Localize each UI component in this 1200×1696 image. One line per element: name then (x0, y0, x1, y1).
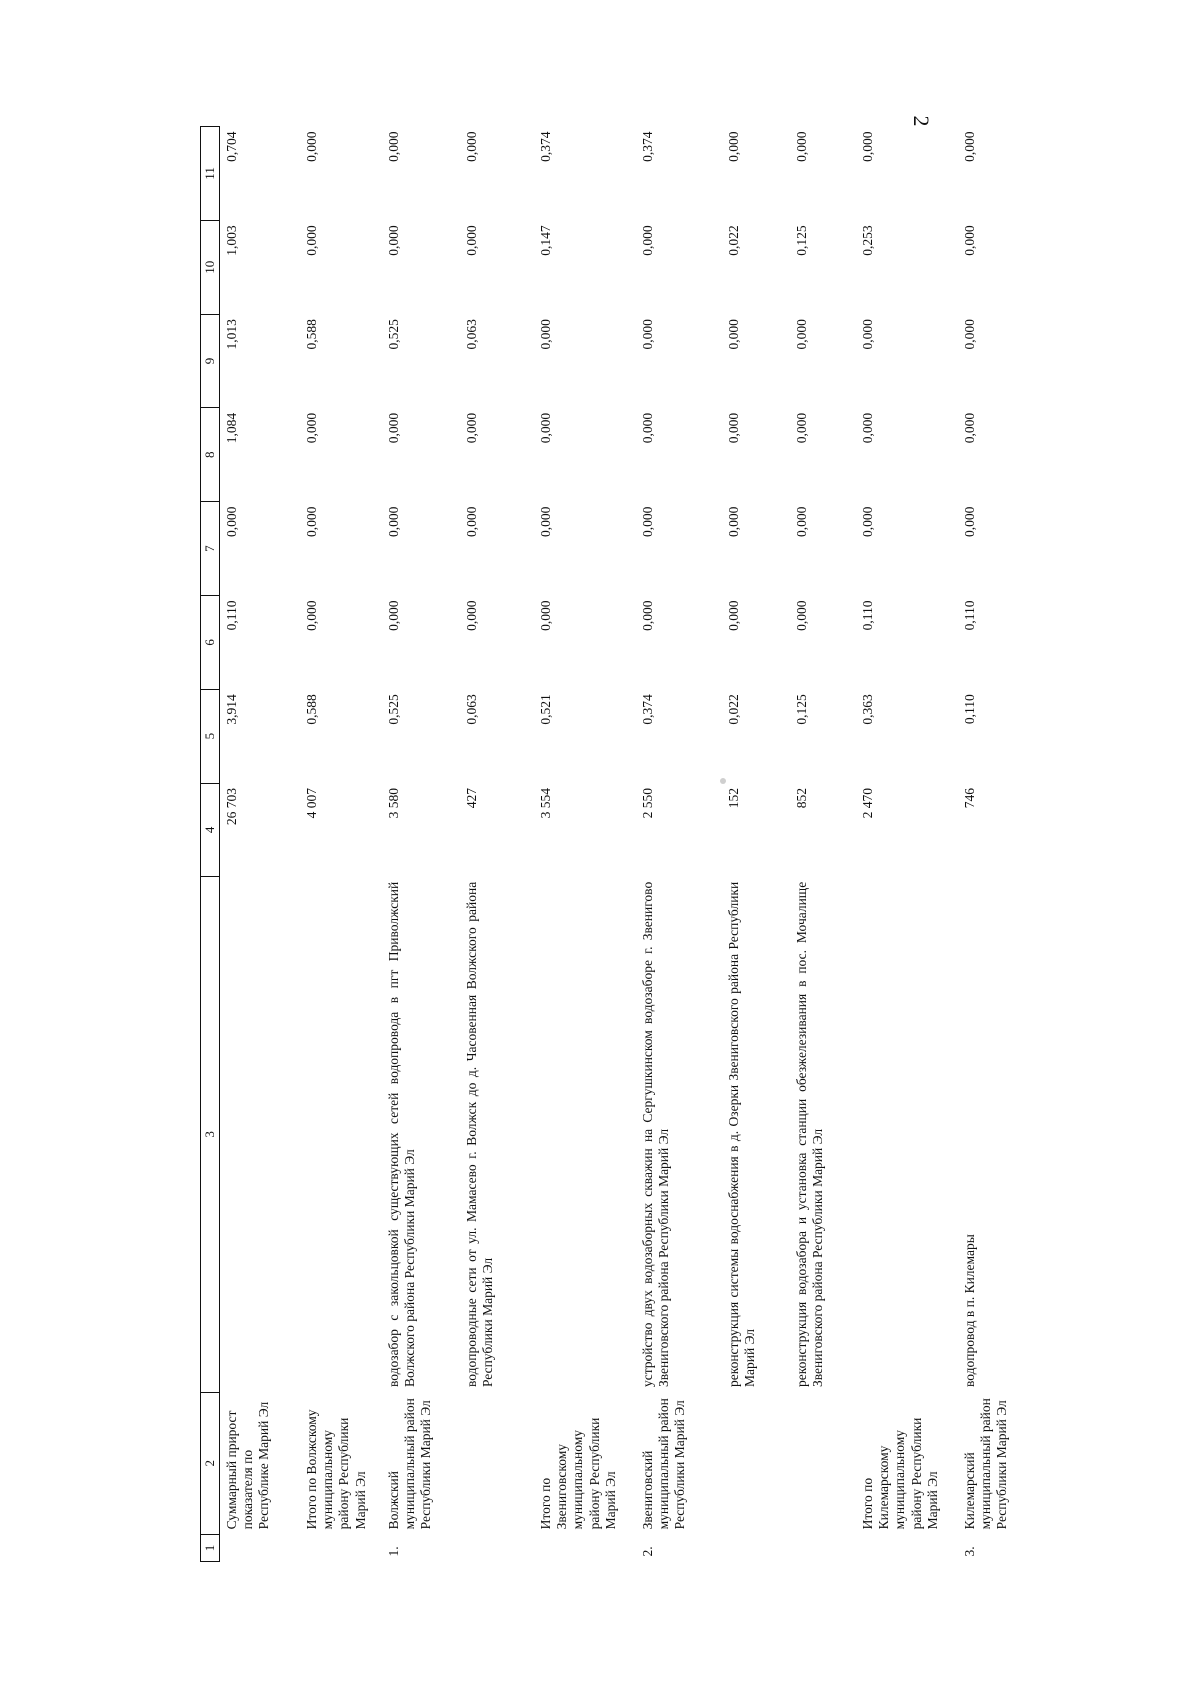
value-cell: 0,525 (386, 319, 401, 350)
value-cell: 746 (962, 788, 977, 809)
territory-cell: Итого по Звениговскому муниципальному району Республики Марий Эл (538, 1417, 618, 1530)
value-cell: 0,525 (386, 694, 401, 725)
table-row (300, 127, 382, 1562)
value-cell: 0,374 (538, 131, 553, 162)
table-row (790, 127, 856, 1562)
value-cell: 26 703 (224, 788, 239, 826)
value-cell: 0,000 (386, 225, 401, 256)
value-cell: 0,063 (464, 319, 479, 350)
value-cell: 0,000 (304, 225, 319, 256)
value-cell: 1,084 (224, 412, 239, 444)
territory-cell: Итого по Килемарскому муниципальному району Республики Марий Эл (860, 1417, 940, 1530)
header-cell: 11 (201, 127, 220, 221)
value-cell: 0,000 (794, 319, 809, 350)
value-cell: 0,000 (304, 131, 319, 162)
value-cell: 1,013 (224, 319, 239, 350)
value-cell: 0,000 (304, 506, 319, 538)
value-cell: 0,000 (464, 412, 479, 444)
value-cell: 0,000 (538, 600, 553, 631)
rotated-table-frame (200, 126, 1010, 1562)
row-number-cell (856, 1534, 958, 1561)
value-cell: 152 (726, 788, 741, 809)
value-cell: 0,000 (794, 412, 809, 444)
territory-cell (790, 1392, 856, 1534)
table-row (460, 127, 534, 1562)
value-cell: 0,000 (538, 506, 553, 538)
value-cell: 0,000 (640, 319, 655, 350)
header-row (201, 127, 220, 1562)
value-cell: 0,000 (224, 506, 239, 538)
value-cell: 0,000 (962, 412, 977, 444)
value-cell: 0,374 (640, 694, 655, 725)
value-cell: 0,000 (794, 506, 809, 538)
table-row (958, 127, 1042, 1562)
value-cell: 0,000 (860, 131, 875, 162)
value-cell: 3 554 (538, 788, 553, 819)
value-cell: 0,000 (464, 506, 479, 538)
row-number-cell: 1. (386, 1546, 401, 1557)
value-cell: 0,000 (640, 412, 655, 444)
header-cell: 5 (201, 689, 220, 783)
table-row (722, 127, 790, 1562)
territory-cell (460, 1392, 534, 1534)
page-number: 2 (909, 115, 934, 127)
value-cell: 0,110 (224, 600, 239, 631)
row-number-cell (534, 1534, 636, 1561)
value-cell: 0,000 (726, 412, 741, 444)
territory-cell (722, 1392, 790, 1534)
header-cell: 3 (201, 877, 220, 1392)
indicator-table (200, 126, 1042, 1562)
table-row (220, 127, 301, 1562)
value-cell: 0,000 (386, 600, 401, 631)
territory-cell: Килемарский муниципальный район Республики Марий Эл (962, 1398, 1010, 1530)
value-cell: 0,000 (464, 131, 479, 162)
value-cell: 852 (794, 788, 809, 809)
value-cell: 0,000 (726, 600, 741, 631)
value-cell: 2 470 (860, 788, 875, 819)
header-cell: 10 (201, 220, 220, 314)
header-cell: 4 (201, 783, 220, 877)
value-cell: 0,000 (640, 506, 655, 538)
description-cell (220, 877, 301, 1392)
header-cell: 9 (201, 314, 220, 408)
row-number-cell (722, 1534, 790, 1561)
value-cell: 0,000 (794, 131, 809, 162)
value-cell: 0,588 (304, 319, 319, 350)
value-cell: 3,914 (224, 694, 239, 725)
value-cell: 0,253 (860, 225, 875, 256)
description-cell: реконструкция водозабора и установка станции обезжелезивания в пос. Мочалище Звениговского района Республики Марий Эл (794, 881, 826, 1388)
description-cell: реконструкция системы водоснабжения в д. Озерки Звениговского района Республики Марий Эл (726, 881, 758, 1388)
value-cell: 0,000 (538, 412, 553, 444)
value-cell: 0,374 (640, 131, 655, 162)
value-cell: 0,000 (860, 506, 875, 538)
value-cell: 0,022 (726, 225, 741, 256)
description-cell: водозабор с закольцовкой существующих сетей водопровода в пгт Приволжский Волжского района Республики Марий Эл (386, 881, 418, 1388)
value-cell: 0,000 (304, 600, 319, 631)
description-cell: водопроводные сети от ул. Мамасево г. Волжск до д. Часовенная Волжского района Республики Марий Эл (464, 881, 496, 1388)
value-cell: 0,000 (962, 225, 977, 256)
value-cell: 0,000 (962, 319, 977, 350)
value-cell: 0,022 (726, 694, 741, 725)
value-cell: 0,110 (860, 600, 875, 631)
value-cell: 0,000 (386, 412, 401, 444)
table-row (534, 127, 636, 1562)
value-cell: 0,147 (538, 225, 553, 256)
header-cell: 6 (201, 595, 220, 689)
value-cell: 0,063 (464, 694, 479, 725)
value-cell: 2 550 (640, 788, 655, 819)
value-cell: 0,000 (640, 225, 655, 256)
value-cell: 0,000 (464, 600, 479, 631)
header-cell: 2 (201, 1392, 220, 1534)
value-cell: 0,125 (794, 694, 809, 725)
table-row (636, 127, 722, 1562)
row-number-cell: 3. (962, 1546, 977, 1557)
row-number-cell (460, 1534, 534, 1561)
value-cell: 0,000 (860, 319, 875, 350)
description-cell: водопровод в п. Килемары (962, 1234, 977, 1388)
territory-cell: Волжский муниципальный район Республики Марий Эл (386, 1398, 434, 1530)
description-cell: устройство двух водозаборных скважин на Сергушкинском водозаборе г. Звенигово Звениговского района Республики Марий Эл (640, 881, 672, 1388)
value-cell: 0,521 (538, 694, 553, 725)
header-cell: 7 (201, 502, 220, 596)
header-cell: 8 (201, 408, 220, 502)
value-cell: 0,000 (962, 506, 977, 538)
value-cell: 3 580 (386, 788, 401, 819)
value-cell: 0,000 (794, 600, 809, 631)
row-number-cell (220, 1534, 301, 1561)
row-number-cell (790, 1534, 856, 1561)
row-number-cell: 2. (640, 1546, 655, 1557)
description-cell (534, 877, 636, 1392)
value-cell: 0,000 (962, 131, 977, 162)
territory-cell: Суммарный прирост показателя по Республике Марий Эл (224, 1401, 272, 1530)
value-cell: 0,000 (726, 319, 741, 350)
value-cell: 0,000 (860, 412, 875, 444)
value-cell: 0,000 (538, 319, 553, 350)
description-cell (300, 877, 382, 1392)
territory-cell: Итого по Волжскому муниципальному району Республики Марий Эл (304, 1409, 368, 1530)
value-cell: 4 007 (304, 788, 319, 819)
table-row (856, 127, 958, 1562)
table-row (382, 127, 460, 1562)
value-cell: 0,000 (304, 412, 319, 444)
value-cell: 427 (464, 788, 479, 809)
value-cell: 0,000 (640, 600, 655, 631)
value-cell: 0,000 (726, 131, 741, 162)
row-number-cell (300, 1534, 382, 1561)
value-cell: 0,000 (464, 225, 479, 256)
table-body (220, 127, 1043, 1562)
territory-cell: Звениговский муниципальный район Республики Марий Эл (640, 1398, 688, 1530)
value-cell: 0,110 (962, 600, 977, 631)
value-cell: 0,125 (794, 225, 809, 256)
value-cell: 0,000 (386, 506, 401, 538)
value-cell: 0,363 (860, 694, 875, 725)
header-cell: 1 (201, 1534, 220, 1561)
value-cell: 0,110 (962, 694, 977, 725)
value-cell: 0,000 (726, 506, 741, 538)
value-cell: 0,704 (224, 131, 239, 162)
value-cell: 0,000 (386, 131, 401, 162)
value-cell: 1,003 (224, 225, 239, 256)
value-cell: 0,588 (304, 694, 319, 725)
description-cell (856, 877, 958, 1392)
